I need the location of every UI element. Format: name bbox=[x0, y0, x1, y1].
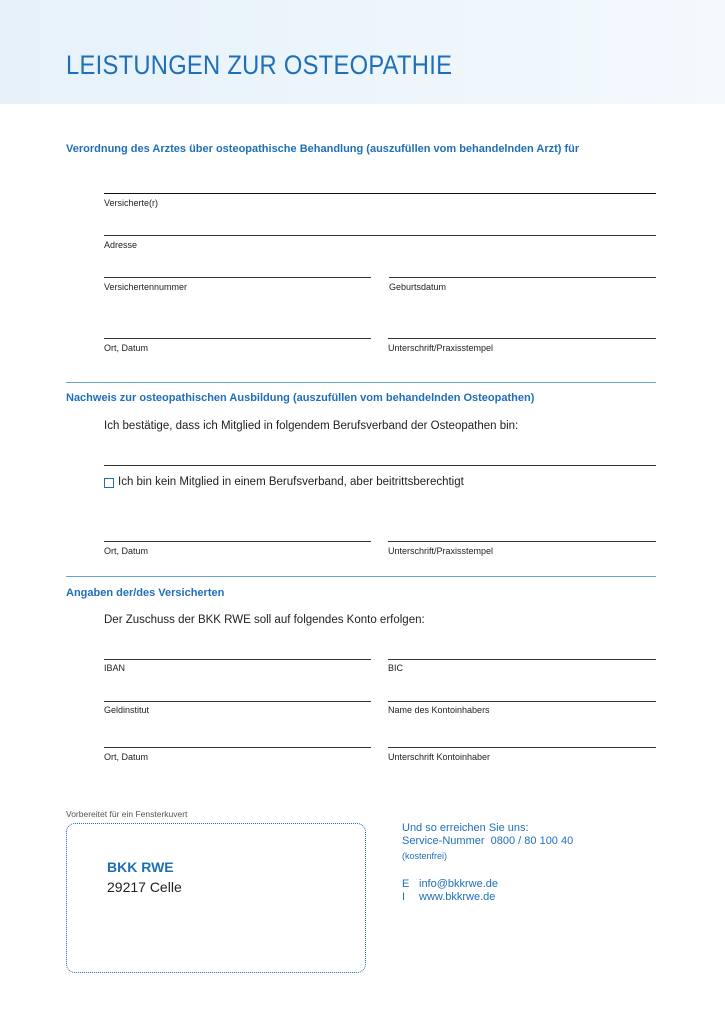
address-city: 29217 Celle bbox=[107, 879, 182, 895]
association-input-line[interactable] bbox=[104, 465, 656, 466]
insured-label: Versicherte(r) bbox=[104, 198, 159, 208]
bic-input-line[interactable] bbox=[388, 659, 656, 660]
contact-heading: Und so erreichen Sie uns: bbox=[402, 822, 529, 834]
service-line bbox=[402, 835, 573, 847]
account-holder-input-line[interactable] bbox=[388, 701, 656, 702]
web-key: I bbox=[402, 891, 406, 903]
service-label: Service-Nummer bbox=[402, 835, 485, 847]
address-label: Adresse bbox=[104, 240, 138, 250]
web-line bbox=[402, 891, 495, 903]
section-heading-insured: Angaben der/des Versicherten bbox=[66, 587, 225, 599]
osteopath-place-date-label: Ort, Datum bbox=[104, 546, 149, 556]
holder-signature-input-line[interactable] bbox=[388, 747, 656, 748]
osteopath-place-date-input-line[interactable] bbox=[104, 541, 371, 542]
insurance-number-label: Versichertennummer bbox=[104, 282, 188, 292]
insured-place-date-input-line[interactable] bbox=[104, 747, 371, 748]
doctor-signature-input-line[interactable] bbox=[388, 338, 656, 339]
bank-label: Geldinstitut bbox=[104, 705, 150, 715]
insured-place-date-label: Ort, Datum bbox=[104, 752, 149, 762]
bank-input-line[interactable] bbox=[104, 701, 371, 702]
bic-label: BIC bbox=[388, 663, 404, 673]
doctor-place-date-input-line[interactable] bbox=[104, 338, 371, 339]
free-note: (kostenfrei) bbox=[402, 851, 448, 861]
account-statement: Der Zuschuss der BKK RWE soll auf folgendes Konto erfolgen: bbox=[104, 614, 425, 626]
email-link[interactable]: info@bkkrwe.de bbox=[419, 878, 499, 890]
account-holder-label: Name des Kontoinhabers bbox=[388, 705, 490, 715]
page-title: LEISTUNGEN ZUR OSTEOPATHIE bbox=[66, 50, 453, 80]
address-window bbox=[66, 823, 366, 973]
service-number: 0800 / 80 100 40 bbox=[490, 835, 574, 847]
email-key: E bbox=[402, 878, 410, 890]
section-divider bbox=[66, 576, 656, 577]
envelope-note: Vorbereitet für ein Fensterkuvert bbox=[66, 809, 188, 819]
email-line bbox=[402, 878, 498, 890]
iban-input-line[interactable] bbox=[104, 659, 371, 660]
insurance-number-input-line[interactable] bbox=[104, 277, 371, 278]
doctor-place-date-label: Ort, Datum bbox=[104, 343, 149, 353]
address-input-line[interactable] bbox=[104, 235, 656, 236]
birth-date-label: Geburtsdatum bbox=[389, 282, 447, 292]
doctor-signature-label: Unterschrift/Praxisstempel bbox=[388, 343, 494, 353]
section-heading-prescription: Verordnung des Arztes über osteopathische Behandlung (auszufüllen vom behandelnden Arzt) für bbox=[66, 143, 580, 155]
membership-statement: Ich bestätige, dass ich Mitglied in folgendem Berufsverband der Osteopathen bin: bbox=[104, 420, 519, 432]
insured-input-line[interactable] bbox=[104, 193, 656, 194]
address-name: BKK RWE bbox=[107, 859, 174, 875]
no-membership-label: Ich bin kein Mitglied in einem Berufsverband, aber beitrittsberechtigt bbox=[118, 476, 464, 488]
osteopath-signature-input-line[interactable] bbox=[388, 541, 656, 542]
birth-date-input-line[interactable] bbox=[389, 277, 656, 278]
section-heading-osteopath: Nachweis zur osteopathischen Ausbildung (auszufüllen vom behandelnden Osteopathen) bbox=[66, 392, 535, 404]
section-divider bbox=[66, 382, 656, 383]
holder-signature-label: Unterschrift Kontoinhaber bbox=[388, 752, 491, 762]
no-membership-checkbox[interactable] bbox=[104, 478, 114, 488]
osteopath-signature-label: Unterschrift/Praxisstempel bbox=[388, 546, 494, 556]
web-link[interactable]: www.bkkrwe.de bbox=[419, 891, 496, 903]
iban-label: IBAN bbox=[104, 663, 126, 673]
